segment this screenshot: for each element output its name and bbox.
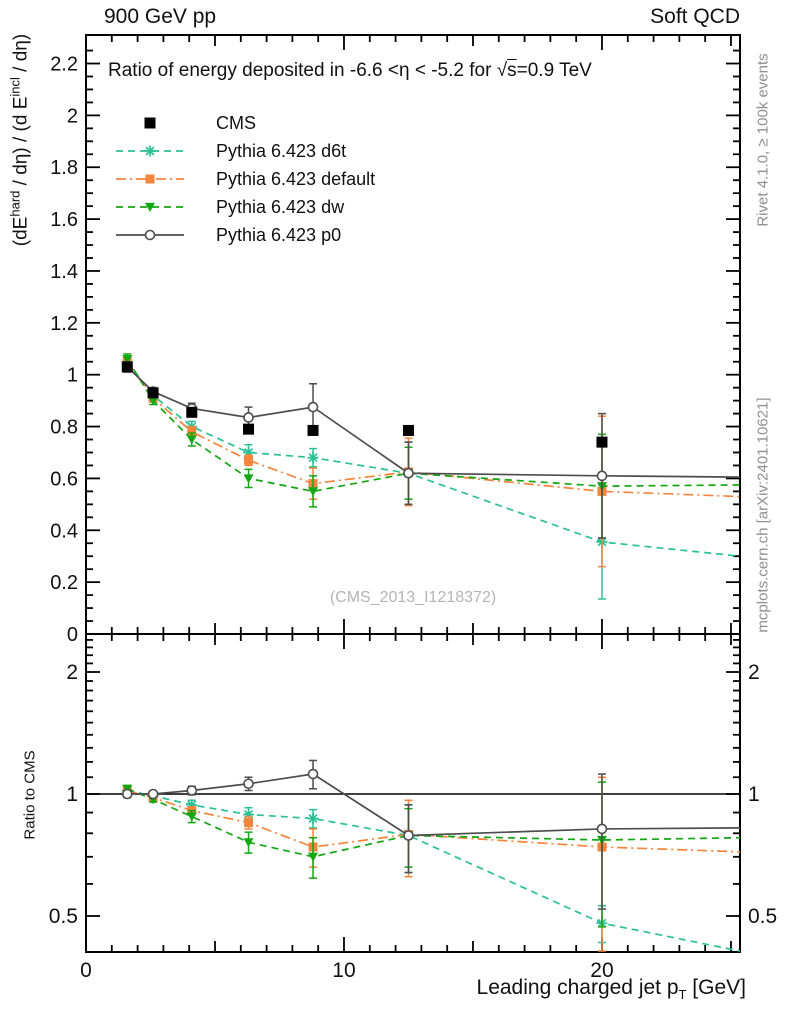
analysis-id-watermark: (CMS_2013_I1218372) (329, 589, 497, 606)
beam-energy-label: 900 GeV pp (104, 5, 217, 28)
tick-label: 1.6 (50, 209, 78, 232)
tick-label: 0 (66, 624, 78, 646)
series-pythia-6-423-default (123, 357, 740, 567)
tick-label: 10 (332, 959, 356, 982)
plot-title (108, 60, 592, 82)
series-pythia-6-423-dw (122, 354, 740, 538)
tick-label: 0.6 (50, 468, 78, 491)
tick-label: 1.2 (50, 312, 78, 335)
tick-label: 2 (66, 105, 78, 128)
cms-marker-icon (112, 112, 188, 134)
ratio-yaxis-ticks (49, 640, 777, 928)
series-pythia-6-423-p0 (123, 760, 740, 909)
tick-label: 2.2 (50, 53, 78, 76)
tick-label: 1.4 (50, 260, 78, 283)
tick-label: 0.2 (50, 572, 78, 595)
tick-label: 0.4 (50, 520, 78, 543)
series-pythia-6-423-d6t (122, 785, 740, 951)
plot-title-energy: =0.9 TeV (516, 60, 592, 81)
tick-label: 1 (66, 364, 78, 387)
legend-item-default (112, 165, 375, 193)
series-pythia-6-423-default (123, 777, 740, 951)
tick-label: 1 (66, 783, 78, 806)
p0-line-marker-icon (112, 224, 188, 246)
series-pythia-6-423-p0 (123, 362, 740, 538)
tick-label: 0.5 (48, 905, 78, 928)
series-pythia-6-423-d6t (122, 356, 740, 599)
process-group-label: Soft QCD (650, 5, 740, 28)
legend-item-p0 (112, 221, 375, 249)
xaxis-title: Leading charged jet $p_T$ [GeV] (476, 976, 746, 1003)
legend-item-dw (112, 193, 375, 221)
legend-label: Pythia 6.423 dw (216, 196, 345, 217)
tick-label: 0.8 (50, 416, 78, 439)
sqrt-s: s (507, 60, 517, 81)
series-pythia-6-423-dw (122, 782, 740, 927)
ratio-yaxis-title: Ratio to CMS (21, 750, 39, 840)
rivet-version-credit: Rivet 4.1.0, ≥ 100k events (754, 53, 772, 227)
mcplots-credit: mcplots.cern.ch [arXiv:2401.10621] (754, 397, 772, 633)
sqrt-symbol: √ (496, 60, 508, 81)
main-yaxis-title: $(dE^{hard} / d\eta) / (d$ $E^{incl} / d\eta$) (7, 33, 32, 247)
tick-label: 2 (66, 661, 78, 684)
default-line-marker-icon (112, 168, 188, 190)
dw-line-marker-icon (112, 196, 188, 218)
legend-label: CMS (216, 112, 256, 133)
plot-title-text: Ratio of energy deposited in -6.6 <η < -5.2 for (108, 60, 497, 81)
tick-label: 1.8 (50, 157, 78, 180)
legend-label: Pythia 6.423 p0 (216, 224, 342, 245)
tick-label: 0.5 (748, 905, 778, 928)
tick-label: 20 (590, 959, 614, 982)
tick-label: 1 (748, 783, 760, 806)
tick-label: 2 (748, 661, 760, 684)
legend-item-d6t (112, 137, 375, 165)
legend-item-cms (112, 109, 375, 137)
legend-label: Pythia 6.423 default (216, 168, 376, 189)
legend-label: Pythia 6.423 d6t (216, 140, 347, 161)
legend (112, 109, 375, 249)
d6t-line-marker-icon (112, 140, 188, 162)
tick-label: 0 (80, 959, 92, 982)
